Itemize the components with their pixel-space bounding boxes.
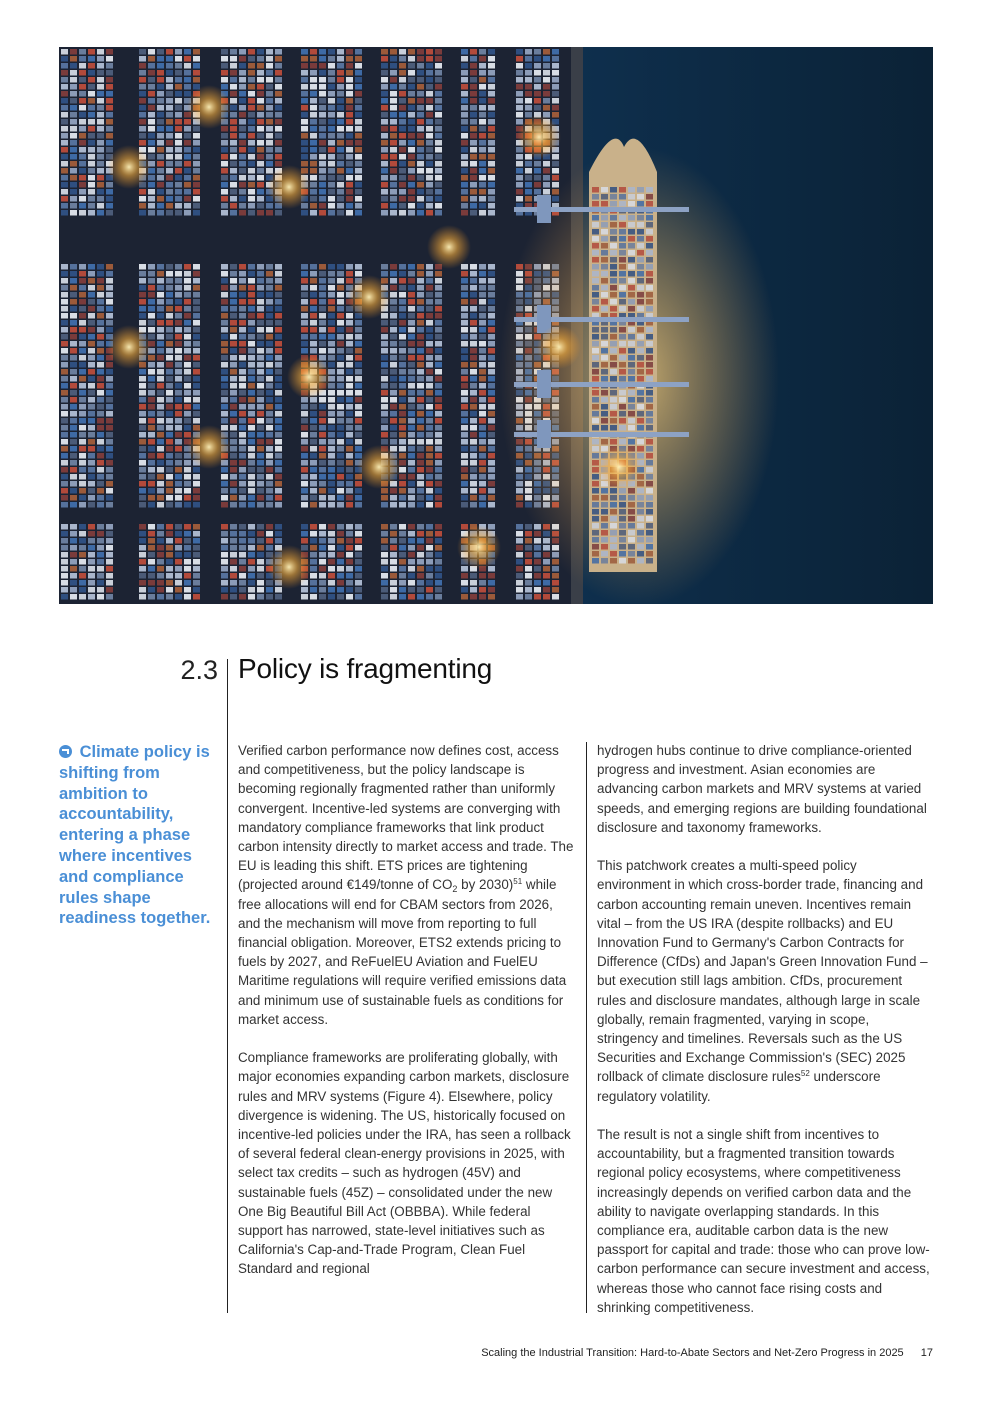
quote-icon [59, 745, 72, 758]
column-divider [586, 742, 587, 1313]
port-illustration [59, 47, 933, 604]
section-title: Policy is fragmenting [238, 653, 493, 684]
footer-report-title: Scaling the Industrial Transition: Hard-to-Abate Sectors and Net-Zero Progress in 2025 [481, 1347, 904, 1359]
hero-image [59, 47, 933, 604]
paragraph: Verified carbon performance now defines cost, access and competitiveness, but the policy landscape is becoming regionally fragmented rather than uniformly convergent. Incentive-led systems are converging with mandatory compliance frameworks that link product carbon intensity directly to market access and trade. The EU is leading this shift. ETS prices are tightening (projected around €149/tonne of $CO_2$ by 2030)$^{51}$ while free allocations will end for CBAM sectors from 2026, and the mechanism will move from reporting to full financial obligation. Moreover, ETS2 extends pricing to fuels by 2027, and ReFuelEU Aviation and FuelEU Maritime regulations will require verified emissions data and minimum use of sustainable fuels as conditions for market access. [238, 743, 574, 1027]
page-footer [481, 1347, 933, 1359]
paragraph: hydrogen hubs continue to drive compliance-oriented progress and investment. Asian economies are advancing carbon markets and MRV systems at varied speeds, and emerging regions are building foundational disclosure and taxonomy frameworks. [597, 743, 927, 835]
section-number: 2.3 [180, 655, 218, 685]
paragraph: Compliance frameworks are proliferating globally, with major economies expanding carbon markets, disclosure rules and MRV systems (Figure 4). Elsewhere, policy divergence is widening. The US, historically focused on incentive-led policies under the IRA, has seen a rollback of several federal clean-energy provisions in 2025, with select tax credits – such as hydrogen (45V) and sustainable fuels (45Z) – consolidated under the new One Big Beautiful Bill Act (OBBBA). While federal support has narrowed, state-level initiatives such as California's Cap-and-Trade Program, Clean Fuel Standard and regional [238, 1050, 571, 1277]
cargo-ship [589, 139, 657, 572]
pull-quote [59, 742, 219, 929]
section-divider [227, 659, 228, 1313]
paragraph: The result is not a single shift from incentives to accountability, but a fragmented transition towards regional policy ecosystems, where competitiveness increasingly depends on verified carbon data and the ability to navigate overlapping standards. In this compliance era, auditable carbon data is the new passport for capital and trade: those who can prove low-carbon performance can secure investment and access, whereas those who cannot face rising costs and shrinking competitiveness. [597, 1127, 930, 1315]
pull-quote-text: Climate policy is shifting from ambition to accountability, entering a phase where incentives and compliance rules shape readiness together. [59, 743, 211, 928]
body-column-1 [238, 741, 574, 1298]
body-column-2 [597, 741, 933, 1336]
paragraph: This patchwork creates a multi-speed policy environment in which cross-border trade, financing and carbon accounting remain uneven. Incentives remain vital – from the US IRA (despite rollbacks) and EU Innovation Fund to Germany's Carbon Contracts for Difference (CfDs) and Japan's Green Innovation Fund – but execution still lags ambition. CfDs, procurement rules and disclosure mandates, although large in scale globally, remain fragmented, varying in scope, stringency and timelines. Reversals such as the US Securities and Exchange Commission's (SEC) 2025 rollback of climate disclosure rules$^{52}$ underscore regulatory volatility. [597, 858, 928, 1104]
page-number: 17 [920, 1347, 933, 1359]
